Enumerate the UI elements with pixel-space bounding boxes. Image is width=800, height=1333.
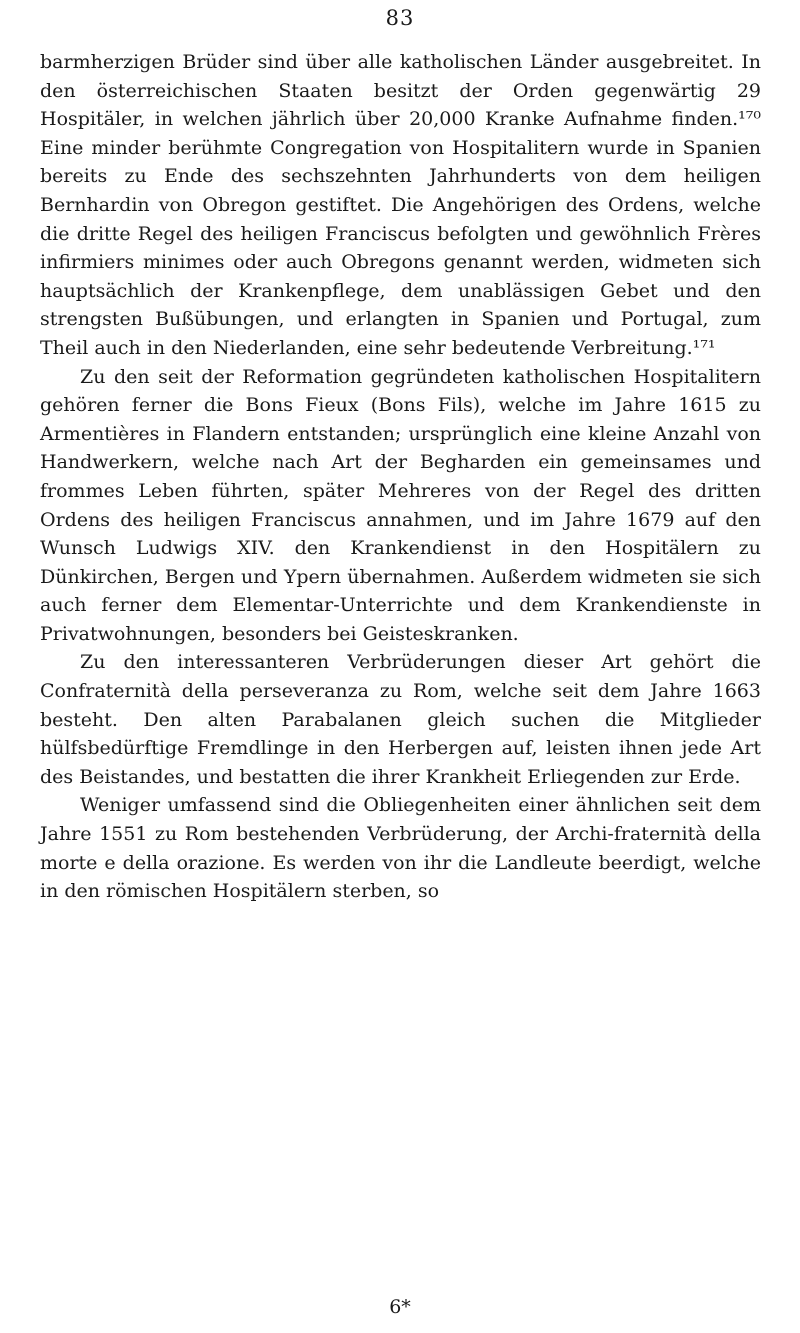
page-number: 83: [385, 6, 415, 30]
text-body: [40, 48, 761, 906]
paragraph-archifraternita-morte: Weniger umfassend sind die Obliegenheiten einer ähnlichen seit dem Jahre 1551 zu Rom bestehenden Verbrüderung, der Archi-fraternità della morte e della orazione. Es werden von ihr die Landleute beerdigt, welche in den römischen Hospitälern sterben, so: [40, 794, 761, 903]
paragraph-hospitaler-orders: barmherzigen Brüder sind über alle katholischen Länder ausgebreitet. In den österreichischen Staaten besitzt der Orden gegenwärtig 29 Hospitäler, in welchen jährlich über 20,000 Kranke Aufnahme finden.¹⁷⁰ Eine minder berühmte Congregation von Hospitalitern wurde in Spanien bereits zu Ende des sechszehnten Jahrhunderts von dem heiligen Bernhardin von Obregon gestiftet. Die Angehörigen des Ordens, welche die dritte Regel des heiligen Franciscus befolgten und gewöhnlich Frères infirmiers minimes oder auch Obregons genannt werden, widmeten sich hauptsächlich der Krankenpflege, dem unablässigen Gebet und den strengsten Bußübungen, und erlangten in Spanien und Portugal, zum Theil auch in den Niederlanden, eine sehr bedeutende Verbreitung.¹⁷¹: [40, 51, 761, 359]
paragraph-bons-fieux: Zu den seit der Reformation gegründeten katholischen Hospitalitern gehören ferner die Bons Fieux (Bons Fils), welche im Jahre 1615 zu Armentières in Flandern entstanden; ursprünglich eine kleine Anzahl von Handwerkern, welche nach Art der Begharden ein gemeinsames und frommes Leben führten, später Mehreres von der Regel des dritten Ordens des heiligen Franciscus annahmen, und im Jahre 1679 auf den Wunsch Ludwigs XIV. den Krankendienst in den Hospitälern zu Dünkirchen, Bergen und Ypern übernahmen. Außerdem widmeten sie sich auch ferner dem Elementar-Unterrichte und dem Krankendienste in Privatwohnungen, besonders bei Geisteskranken.: [40, 365, 761, 645]
printer-signature-mark: 6*: [389, 1296, 411, 1318]
paragraph-confraternita-perseveranza: Zu den interessanteren Verbrüderungen dieser Art gehört die Confraternità della perseveranza zu Rom, welche seit dem Jahre 1663 besteht. Den alten Parabalanen gleich suchen die Mitglieder hülfsbedürftige Fremdlinge in den Herbergen auf, leisten ihnen jede Art des Beistandes, und bestatten die ihrer Krankheit Erliegenden zur Erde.: [40, 651, 761, 788]
